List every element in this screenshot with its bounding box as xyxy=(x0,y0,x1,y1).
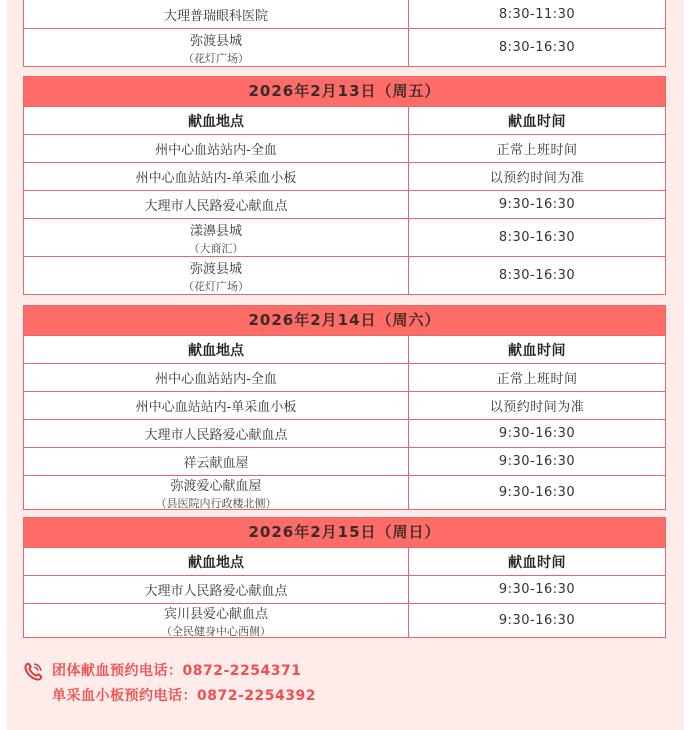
table-row xyxy=(24,0,665,28)
table-row xyxy=(24,134,665,162)
location-cell: 州中心血站站内-全血 xyxy=(24,135,409,162)
time-cell: 8:30-16:30 xyxy=(498,40,576,55)
location-cell: 大理市人民路爱心献血点 xyxy=(24,420,409,447)
table-row xyxy=(24,391,665,419)
group-donation-phone: 团体献血预约电话：0872-2254371 xyxy=(52,663,302,679)
location-cell: 弥渡县城 （花灯广场） xyxy=(24,257,409,294)
phone-icon xyxy=(22,661,44,683)
table-date-header: 2026年2月15日（周日） xyxy=(24,518,665,547)
time-cell: 9:30-16:30 xyxy=(498,197,576,212)
table-row xyxy=(24,190,665,218)
column-header-row xyxy=(24,335,665,363)
time-cell: 9:30-16:30 xyxy=(498,613,576,628)
table-row xyxy=(24,28,665,66)
time-cell: 以预约时间为准 xyxy=(489,400,585,415)
table-row xyxy=(24,419,665,447)
platelet-donation-phone: 单采血小板预约电话：0872-2254392 xyxy=(52,688,316,704)
table-row xyxy=(24,575,665,603)
table-row xyxy=(24,363,665,391)
time-cell: 正常上班时间 xyxy=(496,372,578,387)
location-cell: 漾濞县城 （大商汇） xyxy=(24,219,409,256)
table-row xyxy=(24,162,665,190)
table-date-header: 2026年2月14日（周六） xyxy=(24,306,665,335)
time-cell: 8:30-16:30 xyxy=(498,230,576,245)
table-row xyxy=(24,603,665,637)
location-cell: 州中心血站站内-单采血小板 xyxy=(24,392,409,419)
column-header-time: 献血时间 xyxy=(508,113,566,130)
column-header-time: 献血时间 xyxy=(508,554,566,571)
table-row xyxy=(24,447,665,475)
table-row xyxy=(24,256,665,294)
location-cell: 祥云献血屋 xyxy=(24,448,409,475)
time-cell: 9:30-16:30 xyxy=(498,582,576,597)
time-cell: 以预约时间为准 xyxy=(489,171,585,186)
column-header-row xyxy=(24,547,665,575)
time-cell: 9:30-16:30 xyxy=(498,426,576,441)
time-cell: 8:30-16:30 xyxy=(498,268,576,283)
column-header-location: 献血地点 xyxy=(24,336,409,363)
location-cell: 宾川县爱心献血点 （全民健身中心西侧） xyxy=(24,604,409,637)
schedule-table-feb15 xyxy=(23,517,666,638)
table-row xyxy=(24,475,665,509)
column-header-location: 献血地点 xyxy=(24,107,409,134)
column-header-location: 献血地点 xyxy=(24,548,409,575)
location-cell: 大理普瑞眼科医院 xyxy=(24,0,409,28)
location-cell: 州中心血站站内-单采血小板 xyxy=(24,163,409,190)
time-cell: 9:30-16:30 xyxy=(498,485,576,500)
schedule-table-feb13 xyxy=(23,76,666,295)
location-cell: 大理市人民路爱心献血点 xyxy=(24,191,409,218)
location-cell: 州中心血站站内-全血 xyxy=(24,364,409,391)
table-date-header: 2026年2月13日（周五） xyxy=(24,77,665,106)
location-cell: 弥渡县城 （花灯广场） xyxy=(24,29,409,66)
location-cell: 大理市人民路爱心献血点 xyxy=(24,576,409,603)
time-cell: 8:30-11:30 xyxy=(498,6,576,22)
time-cell: 9:30-16:30 xyxy=(498,454,576,469)
location-cell: 弥渡爱心献血屋 （县医院内行政楼北侧） xyxy=(24,476,409,509)
table-row xyxy=(24,218,665,256)
schedule-table-feb14 xyxy=(23,305,666,510)
time-cell: 正常上班时间 xyxy=(496,143,578,158)
schedule-table-partial xyxy=(23,0,666,67)
column-header-time: 献血时间 xyxy=(508,342,566,359)
column-header-row xyxy=(24,106,665,134)
